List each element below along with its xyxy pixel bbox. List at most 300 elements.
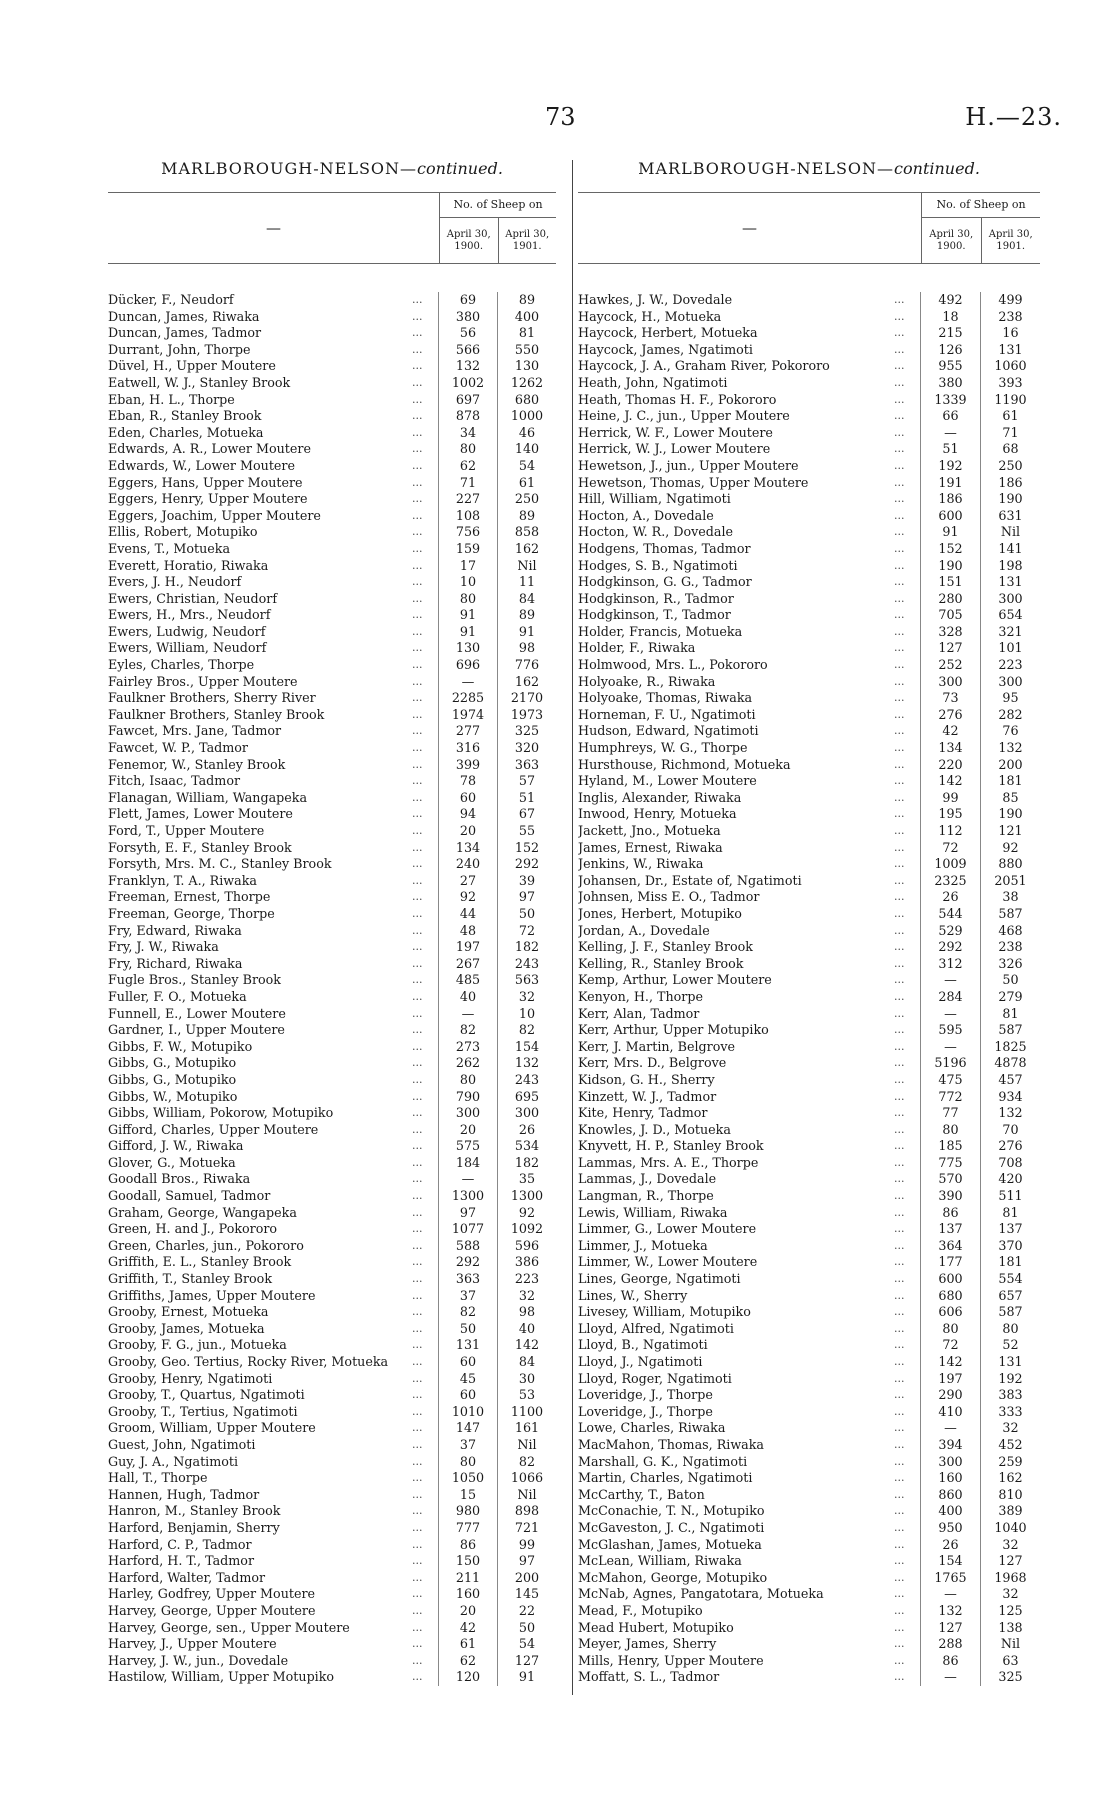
leader-dots: ...: [412, 525, 423, 539]
sheep-count-1901: 81: [1002, 1005, 1019, 1021]
table-row: [578, 1138, 1040, 1155]
table-row: [108, 873, 556, 890]
owner-name: Holder, F., Riwaka: [578, 640, 696, 656]
sheep-count-1900: 300: [920, 674, 981, 691]
leader-dots: ...: [894, 293, 905, 306]
sheep-count-1900: 20: [438, 1122, 498, 1139]
leader-dots: ...: [894, 409, 905, 423]
owner-name: Evers, J. H., Neudorf: [108, 574, 242, 590]
table-row: [578, 342, 1040, 359]
header-blank-cell: —: [578, 193, 922, 263]
table-row: [578, 408, 1040, 425]
table-row: [578, 1337, 1040, 1354]
sheep-count-1900: 17: [438, 558, 498, 575]
owner-name: Heine, J. C., jun., Upper Moutere: [578, 408, 790, 424]
sheep-count-1900: 950: [920, 1520, 981, 1537]
sheep-count-1900: 42: [920, 723, 981, 740]
table-row: [578, 1354, 1040, 1371]
leader-dots: ...: [894, 342, 905, 356]
leader-dots: ...: [412, 674, 423, 688]
table-row: [108, 1470, 556, 1487]
sheep-count-1901: 880: [998, 856, 1023, 872]
owner-name: Faulkner Brothers, Stanley Brook: [108, 706, 325, 722]
leader-dots: ...: [412, 475, 423, 489]
leader-dots: ...: [412, 1023, 423, 1037]
header-date-1900: April 30, 1900.: [440, 218, 499, 263]
leader-dots: ...: [412, 1056, 423, 1070]
table-row: [578, 1072, 1040, 1089]
table-row: [578, 541, 1040, 558]
sheep-count-1900: 980: [438, 1503, 498, 1520]
sheep-count-1901: 554: [998, 1271, 1023, 1287]
owner-name: Fawcet, W. P., Tadmor: [108, 740, 248, 756]
table-row: [108, 441, 556, 458]
owner-name: Harvey, J. W., jun., Dovedale: [108, 1652, 289, 1668]
table-row: [108, 292, 556, 309]
leader-dots: ...: [412, 375, 423, 389]
table-row: [578, 358, 1040, 375]
sheep-count-1900: 267: [438, 956, 498, 973]
owner-name: Herrick, W. F., Lower Moutere: [578, 424, 773, 440]
leader-dots: ...: [894, 1272, 905, 1286]
leader-dots: ...: [894, 591, 905, 605]
sheep-count-1901: 457: [998, 1071, 1023, 1087]
sheep-count-1900: 705: [920, 607, 981, 624]
leader-dots: ...: [894, 1554, 905, 1568]
sheep-count-1901: 55: [518, 823, 536, 838]
owner-name: Lloyd, Alfred, Ngatimoti: [578, 1320, 734, 1336]
document-reference: H.—23.: [965, 103, 1062, 131]
table-row: [578, 956, 1040, 973]
sheep-count-1900: —: [438, 1006, 498, 1023]
leader-dots: ...: [894, 1570, 905, 1584]
table-row: [108, 690, 556, 707]
sheep-count-1900: 48: [438, 923, 498, 940]
leader-dots: ...: [412, 1321, 423, 1335]
leader-dots: ...: [412, 890, 423, 904]
leader-dots: ...: [894, 1039, 905, 1053]
sheep-count-1900: 185: [920, 1138, 981, 1155]
owner-name: Griffiths, James, Upper Moutere: [108, 1287, 316, 1303]
sheep-count-1901: 534: [514, 1138, 540, 1154]
leader-dots: ...: [894, 973, 905, 987]
leader-dots: ...: [412, 1504, 423, 1518]
leader-dots: ...: [894, 707, 905, 721]
owner-name: McNab, Agnes, Pangatotara, Motueka: [578, 1586, 824, 1602]
table-row: [108, 541, 556, 558]
table-row: [578, 1404, 1040, 1421]
owner-name: Fawcet, Mrs. Jane, Tadmor: [108, 723, 282, 739]
sheep-count-1901: 162: [514, 673, 540, 689]
header-date-1901: April 30, 1901.: [505, 228, 550, 252]
table-row: [578, 1039, 1040, 1056]
sheep-count-1900: 363: [438, 1271, 498, 1288]
sheep-count-1900: —: [438, 1171, 498, 1188]
owner-name: Hodges, S. B., Ngatimoti: [578, 557, 738, 573]
leader-dots: ...: [894, 790, 905, 804]
leader-dots: ...: [894, 774, 905, 788]
leader-dots: ...: [412, 757, 423, 771]
leader-dots: ...: [412, 923, 423, 937]
table-row: [578, 591, 1040, 608]
owner-name: McConachie, T. N., Motupiko: [578, 1503, 765, 1519]
sheep-count-1900: 152: [920, 541, 981, 558]
sheep-count-1901: 162: [514, 540, 540, 556]
table-row: [578, 840, 1040, 857]
owner-name: Harvey, J., Upper Moutere: [108, 1636, 277, 1652]
sheep-count-1900: 606: [920, 1304, 981, 1321]
sheep-count-1900: 197: [438, 939, 498, 956]
owner-name: Gardner, I., Upper Moutere: [108, 1022, 285, 1038]
sheep-count-1900: 134: [920, 740, 981, 757]
sheep-count-1901: 587: [998, 1304, 1023, 1320]
owner-name: Gibbs, William, Pokorow, Motupiko: [108, 1105, 334, 1121]
sheep-count-1901: 320: [514, 740, 540, 756]
owner-name: Grooby, Ernest, Motueka: [108, 1304, 269, 1320]
leader-dots: ...: [412, 1189, 423, 1203]
sheep-count-1900: 42: [438, 1620, 498, 1637]
sheep-count-1901: 95: [1002, 690, 1019, 706]
leader-dots: ...: [412, 906, 423, 920]
owner-name: Fry, Edward, Riwaka: [108, 922, 242, 938]
sheep-count-1900: 132: [438, 358, 498, 375]
table-row: [108, 1387, 556, 1404]
sheep-count-1901: 1300: [510, 1188, 544, 1204]
leader-dots: ...: [412, 658, 423, 672]
sheep-count-1900: 575: [438, 1138, 498, 1155]
sheep-count-1900: 328: [920, 624, 981, 641]
owner-name: Hodgkinson, G. G., Tadmor: [578, 574, 752, 590]
table-row: [108, 1520, 556, 1537]
owner-name: Freeman, Ernest, Thorpe: [108, 889, 271, 905]
leader-dots: ...: [412, 1520, 423, 1534]
sheep-count-1900: 127: [920, 1620, 981, 1637]
sheep-count-1900: 44: [438, 906, 498, 923]
sheep-count-1901: 238: [998, 308, 1023, 324]
sheep-count-1900: 127: [920, 640, 981, 657]
owner-name: Eban, H. L., Thorpe: [108, 391, 235, 407]
leader-dots: ...: [412, 1089, 423, 1103]
sheep-count-1901: 383: [998, 1387, 1023, 1403]
sheep-count-1900: 570: [920, 1171, 981, 1188]
sheep-count-1900: 300: [438, 1105, 498, 1122]
sheep-count-1901: 1262: [510, 374, 544, 390]
owner-name: Johansen, Dr., Estate of, Ngatimoti: [578, 872, 802, 888]
table-header: [108, 192, 556, 264]
sheep-count-1900: 220: [920, 757, 981, 774]
leader-dots: ...: [412, 575, 423, 589]
leader-dots: ...: [894, 641, 905, 655]
leader-dots: ...: [894, 724, 905, 738]
sheep-count-1900: 86: [920, 1205, 981, 1222]
leader-dots: ...: [894, 1520, 905, 1534]
leader-dots: ...: [894, 1122, 905, 1136]
owner-name: Langman, R., Thorpe: [578, 1188, 714, 1204]
table-row: [108, 392, 556, 409]
owner-name: Franklyn, T. A., Riwaka: [108, 872, 257, 888]
leader-dots: ...: [894, 691, 905, 705]
leader-dots: ...: [412, 1155, 423, 1169]
sheep-count-1901: 2051: [994, 872, 1027, 888]
sheep-count-1901: 125: [998, 1602, 1023, 1618]
sheep-count-1900: 131: [438, 1337, 498, 1354]
sheep-count-1901: 4878: [994, 1055, 1027, 1071]
sheep-count-1900: —: [920, 1669, 981, 1686]
sheep-count-1901: 282: [998, 706, 1023, 722]
sheep-count-1901: 279: [998, 988, 1023, 1004]
leader-dots: ...: [412, 1371, 423, 1385]
sheep-count-1900: 184: [438, 1155, 498, 1172]
owner-name: Kerr, Alan, Tadmor: [578, 1005, 700, 1021]
owner-name: McGaveston, J. C., Ngatimoti: [578, 1519, 765, 1535]
leader-dots: ...: [894, 956, 905, 970]
table-row: [578, 906, 1040, 923]
sheep-count-1900: 475: [920, 1072, 981, 1089]
sheep-count-1900: 600: [920, 508, 981, 525]
sheep-count-1901: 1040: [994, 1519, 1027, 1535]
sheep-count-1900: 34: [438, 425, 498, 442]
sheep-count-1900: 276: [920, 707, 981, 724]
leader-dots: ...: [412, 624, 423, 638]
owner-name: Humphreys, W. G., Thorpe: [578, 740, 748, 756]
sheep-count-1901: 11: [518, 574, 536, 590]
sheep-count-1900: 955: [920, 358, 981, 375]
table-row: [578, 1537, 1040, 1554]
sheep-count-1901: 53: [518, 1387, 536, 1403]
sheep-count-1900: 62: [438, 1653, 498, 1670]
table-row: [578, 1503, 1040, 1520]
owner-name: Graham, George, Wangapeka: [108, 1204, 297, 1220]
sheep-count-1901: 22: [518, 1602, 536, 1618]
owner-name: Loveridge, J., Thorpe: [578, 1387, 713, 1403]
table-row: [108, 309, 556, 326]
sheep-count-1900: 40: [438, 989, 498, 1006]
sheep-count-1901: 898: [514, 1503, 540, 1519]
owner-name: Gifford, J. W., Riwaka: [108, 1138, 244, 1154]
owner-name: Harley, Godfrey, Upper Moutere: [108, 1586, 316, 1602]
sheep-count-1901: 587: [998, 905, 1023, 921]
leader-dots: ...: [894, 1471, 905, 1485]
table-header: [578, 192, 1040, 264]
owner-name: Harvey, George, Upper Moutere: [108, 1602, 316, 1618]
owner-name: Freeman, George, Thorpe: [108, 905, 275, 921]
sheep-count-1900: 399: [438, 757, 498, 774]
table-row: [578, 524, 1040, 541]
sheep-count-1901: 259: [998, 1453, 1023, 1469]
sheep-count-1900: 197: [920, 1371, 981, 1388]
sheep-count-1901: 200: [998, 756, 1023, 772]
sheep-count-1901: 223: [514, 1271, 540, 1287]
sheep-count-1901: 32: [1002, 1420, 1019, 1436]
sheep-count-1900: 192: [920, 458, 981, 475]
owner-name: Green, H. and J., Pokororo: [108, 1221, 278, 1237]
owner-name: Limmer, J., Motueka: [578, 1237, 708, 1253]
owner-name: Jones, Herbert, Motupiko: [578, 905, 742, 921]
sheep-count-1901: 370: [998, 1237, 1023, 1253]
sheep-count-1901: 721: [514, 1519, 540, 1535]
table-row: [108, 773, 556, 790]
leader-dots: ...: [412, 458, 423, 472]
sheep-count-1901: 631: [998, 507, 1023, 523]
sheep-count-1901: 132: [998, 740, 1023, 756]
sheep-count-1901: 300: [998, 673, 1023, 689]
header-blank-cell: —: [108, 193, 440, 263]
table-row: [108, 624, 556, 641]
leader-dots: ...: [894, 1255, 905, 1269]
sheep-count-1900: 80: [438, 1454, 498, 1471]
sheep-count-1901: 325: [514, 723, 540, 739]
leader-dots: ...: [412, 1637, 423, 1651]
sheep-count-1900: 588: [438, 1238, 498, 1255]
owner-name: Fugle Bros., Stanley Brook: [108, 972, 281, 988]
table-row: [108, 1039, 556, 1056]
table-row: [108, 640, 556, 657]
table-row: [108, 591, 556, 608]
sheep-count-1901: Nil: [517, 1486, 537, 1502]
owner-name: Lammas, J., Dovedale: [578, 1171, 717, 1187]
heading-suffix: continued.: [894, 159, 980, 178]
owner-name: Ewers, William, Neudorf: [108, 640, 267, 656]
leader-dots: ...: [412, 541, 423, 555]
leader-dots: ...: [412, 741, 423, 755]
owner-name: Moffatt, S. L., Tadmor: [578, 1669, 720, 1685]
owner-name: Groom, William, Upper Moutere: [108, 1420, 316, 1436]
owner-name: Hodgens, Thomas, Tadmor: [578, 540, 751, 556]
sheep-count-1901: 292: [514, 856, 540, 872]
leader-dots: ...: [412, 492, 423, 506]
header-date-1901: April 30, 1901.: [988, 228, 1033, 252]
sheep-count-1901: 400: [514, 308, 540, 324]
owner-name: Hodgkinson, R., Tadmor: [578, 590, 734, 606]
owner-name: Dücker, F., Neudorf: [108, 292, 234, 307]
leader-dots: ...: [412, 1255, 423, 1269]
leader-dots: ...: [412, 1603, 423, 1617]
leader-dots: ...: [894, 1089, 905, 1103]
sheep-count-1901: 68: [1002, 441, 1019, 457]
owner-name: Knyvett, H. P., Stanley Brook: [578, 1138, 764, 1154]
owner-name: Glover, G., Motueka: [108, 1154, 236, 1170]
sheep-count-1901: 140: [514, 441, 540, 457]
sheep-count-1901: 71: [1002, 424, 1019, 440]
table-row: [108, 558, 556, 575]
sheep-count-1901: 80: [1002, 1320, 1019, 1336]
sheep-count-1901: 132: [998, 1105, 1023, 1121]
sheep-count-1900: 151: [920, 574, 981, 591]
leader-dots: ...: [894, 624, 905, 638]
sheep-count-1901: 499: [998, 292, 1023, 307]
table-row: [108, 1089, 556, 1106]
owner-name: Durrant, John, Thorpe: [108, 341, 251, 357]
leader-dots: ...: [412, 641, 423, 655]
sheep-count-1901: 2170: [510, 690, 544, 706]
owner-name: Harford, Walter, Tadmor: [108, 1569, 266, 1585]
sheep-count-1900: 160: [920, 1470, 981, 1487]
table-row: [578, 1321, 1040, 1338]
sheep-count-1901: 1092: [510, 1221, 544, 1237]
leader-dots: ...: [894, 1355, 905, 1368]
sheep-count-1900: 154: [920, 1553, 981, 1570]
sheep-count-1900: —: [920, 425, 981, 442]
leader-dots: ...: [894, 873, 905, 887]
leader-dots: ...: [412, 1454, 423, 1468]
sheep-count-1900: 50: [438, 1321, 498, 1338]
owner-name: Gibbs, G., Motupiko: [108, 1071, 237, 1087]
sheep-count-1901: 393: [998, 374, 1023, 390]
table-row: [108, 1304, 556, 1321]
sheep-count-1900: 99: [920, 790, 981, 807]
table-row: [108, 408, 556, 425]
owner-name: James, Ernest, Riwaka: [578, 839, 723, 855]
table-row: [108, 491, 556, 508]
sheep-count-1901: 91: [518, 1669, 536, 1685]
owner-name: Flett, James, Lower Moutere: [108, 806, 293, 822]
leader-dots: ...: [894, 1637, 905, 1651]
leader-dots: ...: [412, 1421, 423, 1435]
sheep-count-1901: 238: [998, 939, 1023, 955]
leader-dots: ...: [894, 890, 905, 904]
sheep-count-1901: 39: [518, 872, 536, 888]
leader-dots: ...: [412, 1355, 423, 1368]
leader-dots: ...: [894, 541, 905, 555]
leader-dots: ...: [412, 1570, 423, 1584]
leader-dots: ...: [894, 857, 905, 871]
sheep-count-1900: 72: [920, 1337, 981, 1354]
table-row: [108, 972, 556, 989]
sheep-count-1901: 1825: [994, 1038, 1027, 1054]
sheep-count-1901: 250: [998, 457, 1023, 473]
table-row: [108, 657, 556, 674]
table-row: [578, 1105, 1040, 1122]
owner-name: Harford, H. T., Tadmor: [108, 1553, 255, 1569]
column-heading: [108, 158, 556, 180]
sheep-count-1900: 544: [920, 906, 981, 923]
sheep-count-1901: 76: [1002, 723, 1019, 739]
sheep-count-1900: 697: [438, 392, 498, 409]
sheep-count-1900: 2325: [920, 873, 981, 890]
sheep-count-1900: 86: [438, 1537, 498, 1554]
table-row: [108, 806, 556, 823]
table-row: [578, 1553, 1040, 1570]
sheep-count-1901: 198: [998, 557, 1023, 573]
sheep-count-1900: 529: [920, 923, 981, 940]
leader-dots: ...: [894, 1404, 905, 1418]
owner-name: Inglis, Alexander, Riwaka: [578, 789, 742, 805]
leader-dots: ...: [894, 558, 905, 572]
owner-name: Kinzett, W. J., Tadmor: [578, 1088, 717, 1104]
sheep-count-1900: 94: [438, 806, 498, 823]
leader-dots: ...: [894, 1222, 905, 1236]
sheep-count-1901: 708: [998, 1154, 1023, 1170]
owner-name: Harford, C. P., Tadmor: [108, 1536, 252, 1552]
leader-dots: ...: [894, 392, 905, 406]
leader-dots: ...: [412, 1404, 423, 1418]
leader-dots: ...: [412, 1122, 423, 1136]
table-row: [578, 707, 1040, 724]
owner-name: Hursthouse, Richmond, Motueka: [578, 756, 791, 772]
sheep-count-1900: 5196: [920, 1055, 981, 1072]
owner-name: Haycock, James, Ngatimoti: [578, 341, 753, 357]
sheep-count-1900: 147: [438, 1420, 498, 1437]
leader-dots: ...: [894, 658, 905, 672]
table-row: [578, 1221, 1040, 1238]
leader-dots: ...: [894, 1388, 905, 1402]
leader-dots: ...: [894, 824, 905, 837]
sheep-count-1900: —: [920, 1006, 981, 1023]
sheep-count-1900: 72: [920, 840, 981, 857]
sheep-count-1901: 654: [998, 607, 1023, 623]
table-row: [108, 1271, 556, 1288]
sheep-count-1901: 82: [518, 1453, 536, 1469]
